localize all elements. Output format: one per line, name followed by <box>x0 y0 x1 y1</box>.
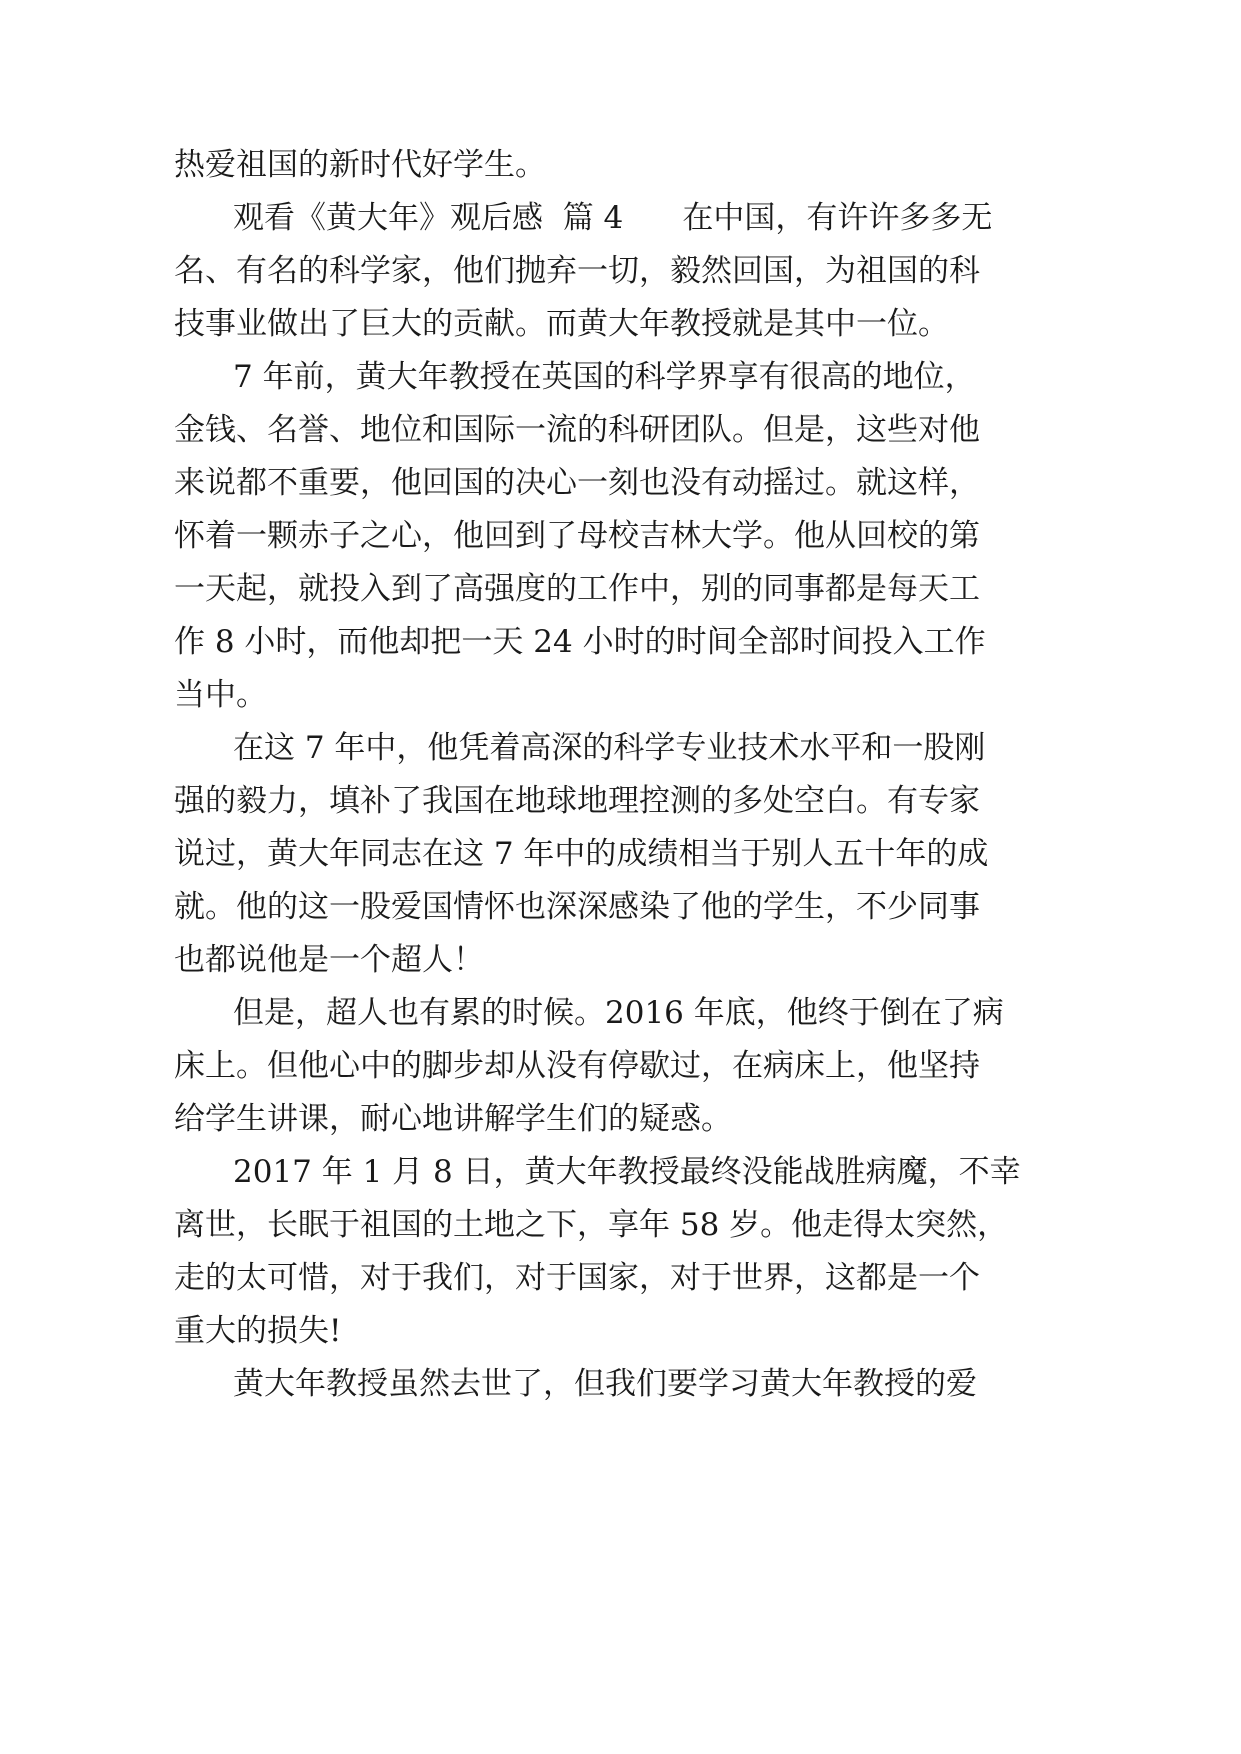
text-line: 热爱祖国的新时代好学生。 <box>174 147 546 183</box>
text-line: 一天起，就投入到了高强度的工作中，别的同事都是每天工 <box>174 571 980 607</box>
text-line: 作 8 小时，而他却把一天 24 小时的时间全部时间投入工作 <box>174 624 986 660</box>
text-line: 技事业做出了巨大的贡献。而黄大年教授就是其中一位。 <box>174 306 949 342</box>
text-line: 名、有名的科学家，他们抛弃一切，毅然回国，为祖国的科 <box>174 253 980 289</box>
text-line: 2017 年 1 月 8 日，黄大年教授最终没能战胜病魔，不幸 <box>233 1154 1021 1190</box>
text-line: 离世，长眠于祖国的土地之下，享年 58 岁。他走得太突然， <box>174 1207 1009 1243</box>
text-line: 重大的损失! <box>174 1313 342 1349</box>
text-line: 走的太可惜，对于我们，对于国家，对于世界，这都是一个 <box>174 1260 980 1296</box>
text-line: 观看《黄大年》观后感 篇 4 在中国，有许许多多无 <box>233 200 993 236</box>
text-line: 当中。 <box>174 677 267 713</box>
text-line: 黄大年教授虽然去世了，但我们要学习黄大年教授的爱 <box>233 1366 977 1402</box>
text-line: 但是，超人也有累的时候。2016 年底，他终于倒在了病 <box>233 995 1004 1031</box>
text-line: 也都说他是一个超人！ <box>174 942 484 978</box>
text-line: 床上。但他心中的脚步却从没有停歇过，在病床上，他坚持 <box>174 1048 980 1084</box>
text-line: 在这 7 年中，他凭着高深的科学专业技术水平和一股刚 <box>233 730 986 766</box>
text-line: 怀着一颗赤子之心，他回到了母校吉林大学。他从回校的第 <box>174 518 980 554</box>
text-line: 说过，黄大年同志在这 7 年中的成绩相当于别人五十年的成 <box>174 836 989 872</box>
text-line: 给学生讲课，耐心地讲解学生们的疑惑。 <box>174 1101 732 1137</box>
text-line: 金钱、名誉、地位和国际一流的科研团队。但是，这些对他 <box>174 412 980 448</box>
text-line: 就。他的这一股爱国情怀也深深感染了他的学生，不少同事 <box>174 889 980 925</box>
text-line: 来说都不重要，他回国的决心一刻也没有动摇过。就这样， <box>174 465 980 501</box>
text-line: 7 年前，黄大年教授在英国的科学界享有很高的地位， <box>233 359 976 395</box>
text-line: 强的毅力，填补了我国在地球地理控测的多处空白。有专家 <box>174 783 980 819</box>
